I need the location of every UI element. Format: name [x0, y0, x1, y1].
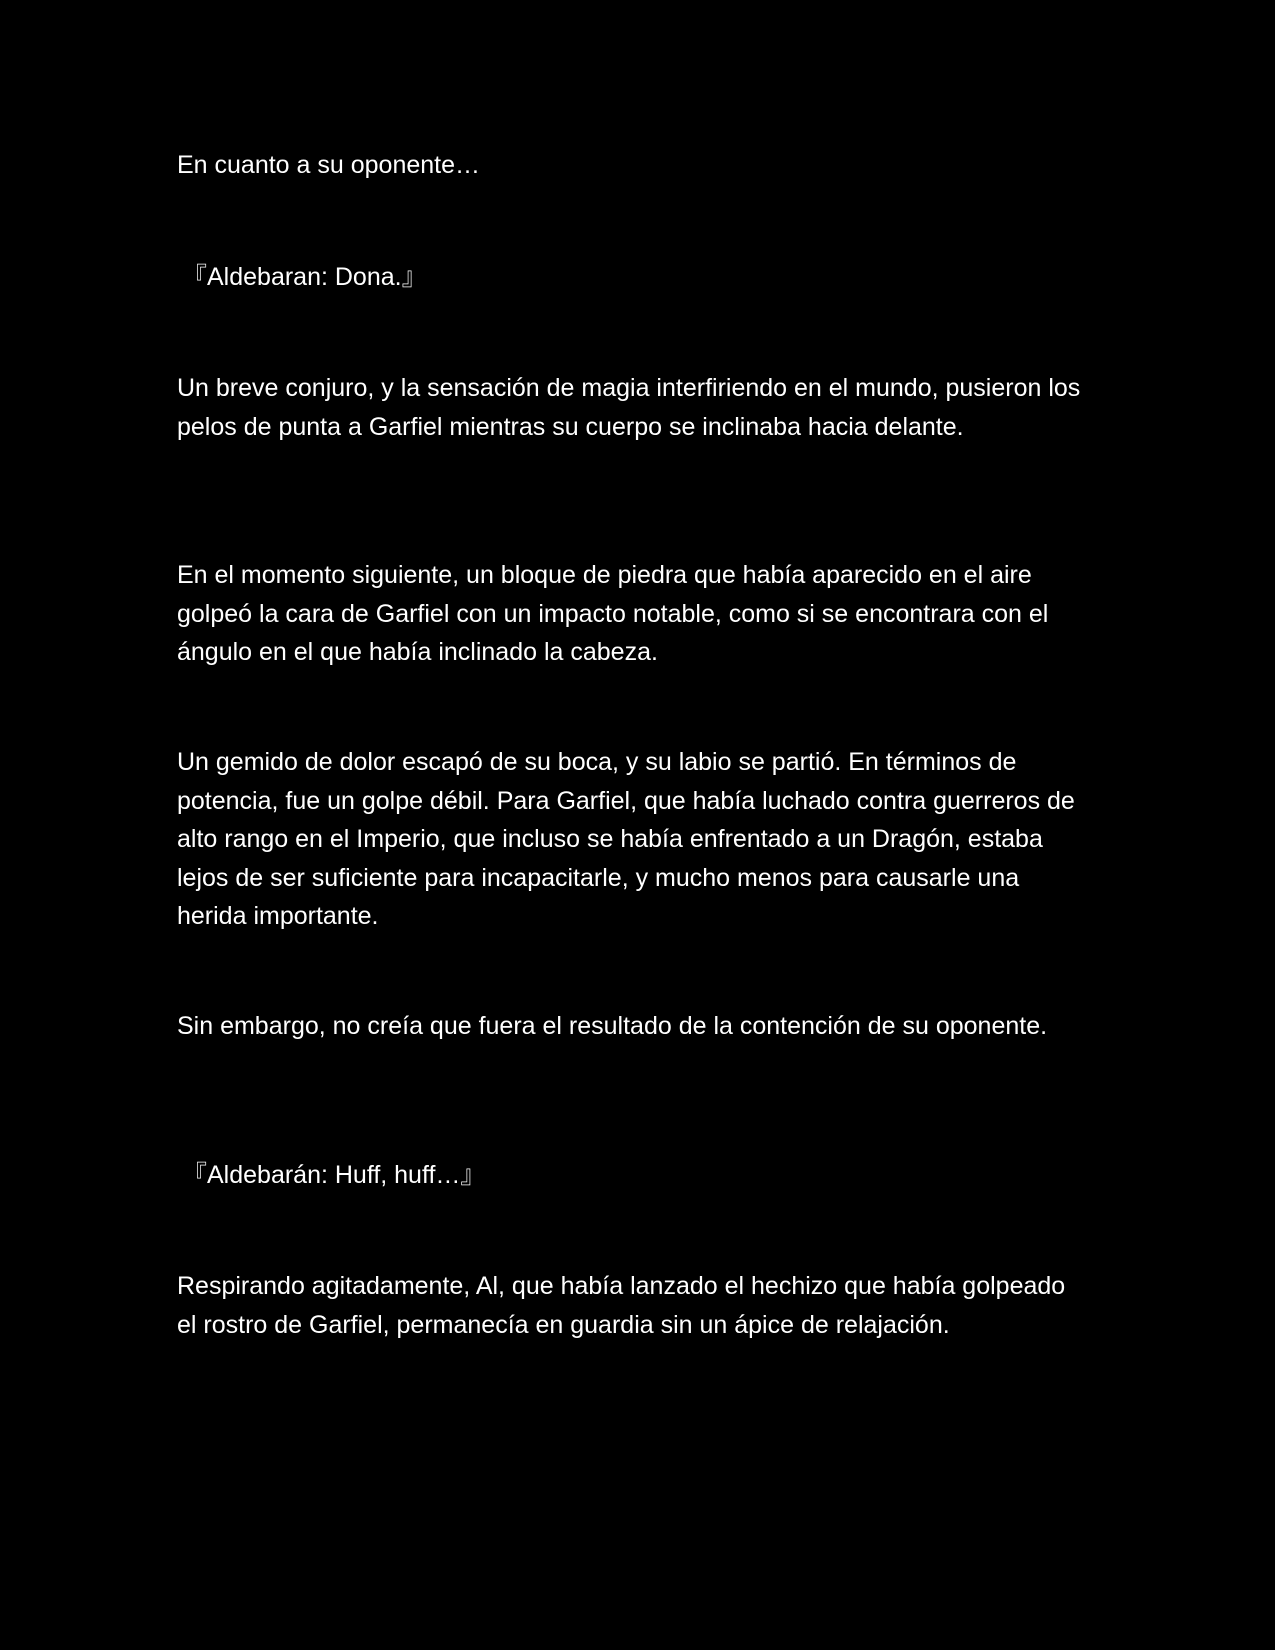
paragraph-narration-6: Respirando agitadamente, Al, que había lanzado el hechizo que había golpeado el rostro de Garfiel, permanecía en guardia sin un ápice de relajación. [177, 1272, 1066, 1339]
paragraph-dialogue-aldebaran-1: 『Aldebaran: Dona.』 [182, 263, 427, 291]
paragraph-narration-4: Un gemido de dolor escapó de su boca, y su labio se partió. En términos de potencia, fue un golpe débil. Para Garfiel, que había luchado contra guerreros de alto rango en el Imperio, que incluso se había enfrentado a un Dragón, estaba lejos de ser suficiente para incapacitarle, y mucho menos para causarle una herida importante. [177, 748, 1075, 930]
paragraph-narration-1: En cuanto a su oponente… [177, 151, 481, 179]
paragraph-narration-3: En el momento siguiente, un bloque de piedra que había aparecido en el aire golpeó la cara de Garfiel con un impacto notable, como si se encontrara con el ángulo en el que había inclinado la cabeza. [177, 561, 1049, 666]
paragraph-dialogue-aldebaran-2: 『Aldebarán: Huff, huff…』 [182, 1161, 486, 1189]
paragraph-narration-2: Un breve conjuro, y la sensación de magia interfiriendo en el mundo, pusieron los pelos de punta a Garfiel mientras su cuerpo se inclinaba hacia delante. [177, 374, 1081, 441]
paragraph-narration-5: Sin embargo, no creía que fuera el resultado de la contención de su oponente. [177, 1012, 1048, 1040]
